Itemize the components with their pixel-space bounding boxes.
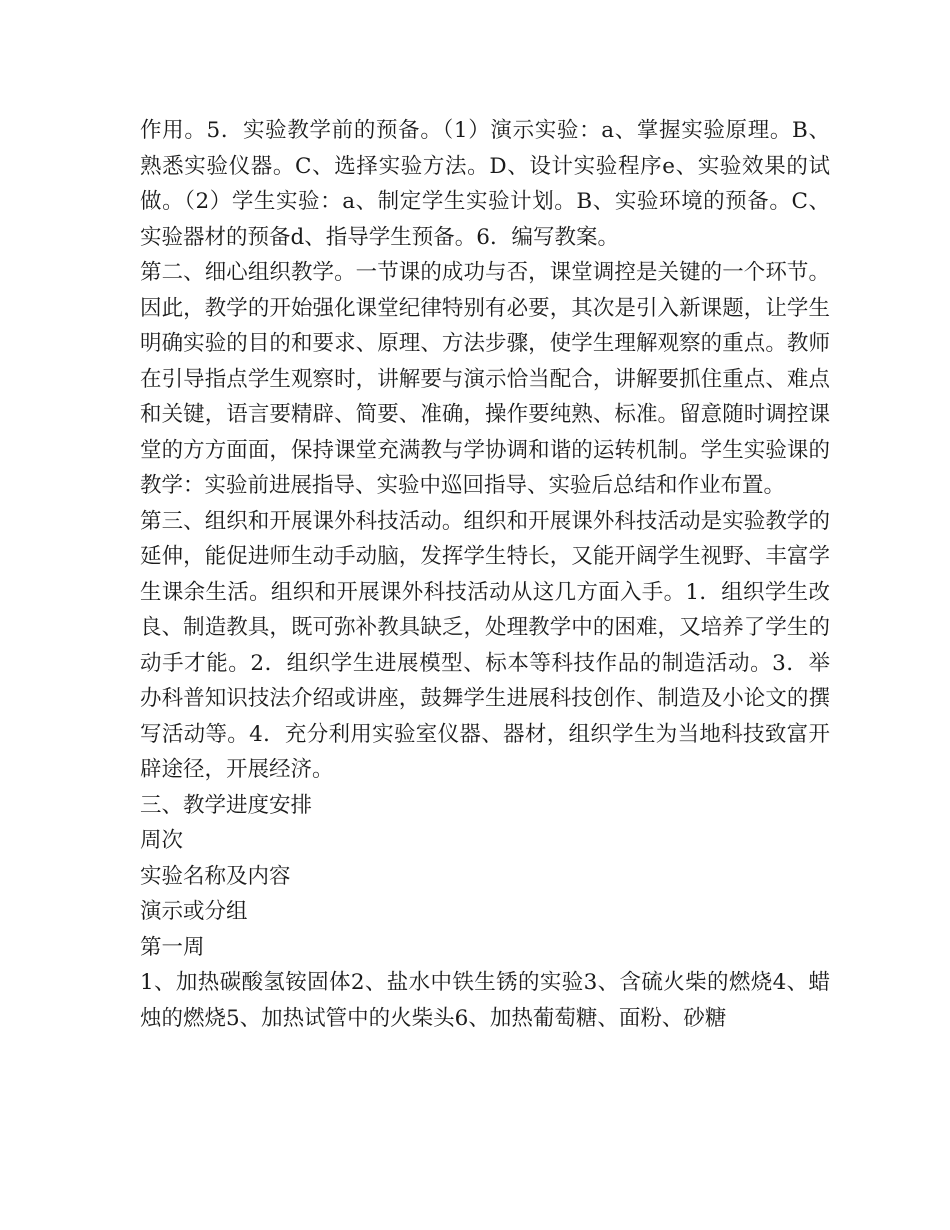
table-header-experiment: 实验名称及内容 [140, 863, 291, 889]
paragraph-lab-preparation: 作用。5．实验教学前的预备。（1）演示实验：a、掌握实验原理。B、熟悉实验仪器。C、选择实验方法。D、设计实验程序e、实验效果的试做。（2）学生实验：a、制定学生实验计划。B、实验环境的预备。C、实验器材的预备d、指导学生预备。6．编写教案。 [140, 118, 830, 250]
section-heading-schedule: 三、教学进度安排 [140, 792, 313, 818]
table-cell-week-1: 第一周 [140, 934, 205, 960]
document-page [140, 113, 830, 1036]
paragraph-extracurricular-activities: 第三、组织和开展课外科技活动。组织和开展课外科技活动是实验教学的延伸，能促进师生动手动脑，发挥学生特长，又能开阔学生视野、丰富学生课余生活。组织和开展课外科技活动从这几方面入手。1．组织学生改良、制造教具，既可弥补教具缺乏，处理教学中的困难，又培养了学生的动手才能。2．组织学生进展模型、标本等科技作品的制造活动。3．举办科普知识技法介绍或讲座，鼓舞学生进展科技创作、制造及小论文的撰写活动等。4．充分利用实验室仪器、器材，组织学生为当地科技致富开辟途径，开展经济。 [140, 508, 830, 782]
paragraph-class-organization: 第二、细心组织教学。一节课的成功与否，课堂调控是关键的一个环节。因此，教学的开始强化课堂纪律特别有必要，其次是引入新课题，让学生明确实验的目的和要求、原理、方法步骤，使学生理解观察的重点。教师在引导指点学生观察时，讲解要与演示恰当配合，讲解要抓住重点、难点和关键，语言要精辟、简要、准确，操作要纯熟、标准。留意随时调控课堂的方方面面，保持课堂充满教与学协调和谐的运转机制。学生实验课的教学：实验前进展指导、实验中巡回指导、实验后总结和作业布置。 [140, 260, 830, 498]
table-header-type: 演示或分组 [140, 899, 248, 924]
table-cell-week-1-content: 1、加热碳酸氢铵固体2、盐水中铁生锈的实验3、含硫火柴的燃烧4、蜡烛的燃烧5、加热试管中的火柴头6、加热葡萄糖、面粉、砂糖 [140, 970, 830, 1031]
table-header-week: 周次 [140, 828, 184, 853]
